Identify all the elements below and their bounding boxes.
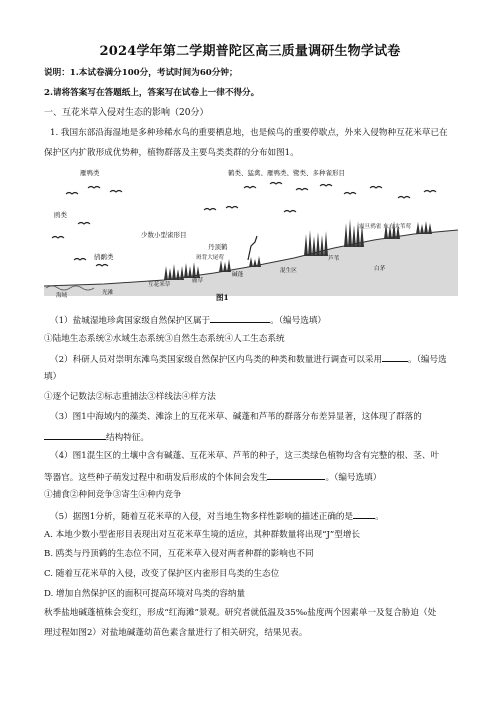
figure-1 — [44, 168, 458, 306]
sub4-line-2 — [44, 470, 464, 484]
sub3-line-1: （3）图1中海域内的藻类、滩涂上的互花米草、碱蓬和芦苇的群落分布差异显著，这体现了群落的 — [50, 412, 422, 422]
sub5-option-c: C. 随着互花米草的入侵，改变了保护区内雀形目鸟类的生态位 — [44, 569, 280, 579]
sub4-answer-blank[interactable] — [267, 470, 325, 480]
sub5-answer-blank[interactable] — [353, 509, 375, 519]
label-spartina: 互花米草 — [148, 282, 171, 288]
label-suaeda: 碱蓬 — [232, 272, 244, 278]
label-reed: 芦苇 — [328, 256, 340, 262]
sub4-text-end: 。（编号选填） — [325, 473, 382, 483]
label-red-crowned-crane: 丹顶鹤 — [208, 243, 228, 251]
sub5-text-end: 。 — [375, 512, 384, 522]
paragraph-line-2: 理过程如图2）对盐地碱蓬幼苗色素含量进行了相关研究，结果见表。 — [44, 628, 308, 638]
sub4-line-1: （4）图1混生区的土壤中含有碱蓬、互花米草、芦苇的种子，这三类绿色植物均含有完整的根、茎、叶 — [50, 451, 440, 461]
sub1-text: （1）盐城湿地珍禽国家级自然保护区属于 — [50, 316, 211, 326]
sub2-line — [50, 352, 470, 366]
sub2-text: （2）科研人员对崇明东滩鸟类国家级自然保护区内鸟类的种类和数量进行调查可以采用 — [50, 355, 383, 365]
note-line-2: 2.请将答案写在答题纸上，答案写在试卷上一律不得分。 — [44, 88, 260, 98]
figure-1-caption: 图1 — [216, 293, 229, 302]
sub1-line — [50, 313, 470, 327]
figure-1-drawing — [44, 168, 458, 306]
label-reed-parrotbill: 震旦鸦雀 东方大苇莺 — [359, 224, 412, 230]
label-reed-warbler: 斑背大尾莺 — [196, 255, 224, 261]
label-gulls: 鸥类 — [54, 211, 67, 219]
sub5-line — [50, 509, 470, 523]
label-sea-area: 海域 — [56, 293, 68, 299]
sub1-answer-blank[interactable] — [210, 313, 270, 323]
paragraph-line-1: 秋季盐地碱蓬植株会变红，形成“红海滩”景观。研究者就低温及35‰盐度两个因素单一及复合胁迫（处 — [44, 608, 437, 618]
sub5-text: （5）据图1分析，随着互花米草的入侵，对当地生物多样性影响的描述正确的是 — [50, 512, 354, 522]
sub4-options: ①捕食②种间竞争③寄生④种内竞争 — [44, 490, 182, 500]
sub1-options: ①陆地生态系统②水域生态系统③自然生态系统④人工生态系统 — [44, 334, 285, 344]
label-imperata: 白茅 — [374, 266, 386, 272]
sub3-answer-blank[interactable] — [44, 430, 106, 440]
sub3-line-2 — [44, 430, 464, 444]
sub5-option-a: A. 本地少数小型雀形目表现出对互花米草生境的适应，其种群数量将出现“J”型增长 — [44, 530, 361, 540]
sub5-option-b: B. 鸥类与丹顶鹤的生态位不同，互花米草入侵对两者种群的影响也不同 — [44, 549, 314, 559]
section-title: 一、互花米草入侵对生态的影响（20分） — [44, 108, 209, 118]
label-scirpus: 藨草 — [192, 278, 204, 284]
label-ducks: 雁鸭类 — [80, 169, 100, 177]
q1-intro-line-1: 1. 我国东部沿海湿地是多种珍稀水鸟的重要栖息地，也是候鸟的重要停歇点，外来入侵物种互花米草已在 — [50, 128, 448, 138]
sub4-text: 等器官。这些种子萌发过程中和萌发后形成的个体间会发生 — [44, 473, 268, 483]
label-mixed-zone: 混生区 — [280, 268, 297, 274]
sub2-options: ①逐个记数法②标志重捕法③样线法④样方法 — [44, 392, 216, 402]
sub1-text-end: 。（编号选填） — [270, 316, 327, 326]
label-shorebirds: 鸻鹬类 — [94, 253, 114, 261]
sub5-option-d: D. 增加自然保护区的面积可提高环境对鸟类的容纳量 — [44, 589, 246, 599]
crane-icon — [248, 236, 257, 260]
sub2-text-end: 。（编号选 — [408, 355, 447, 365]
sub2-line-2: 填） — [44, 372, 62, 382]
label-small-passerines: 少数小型雀形目 — [141, 231, 187, 239]
q1-intro-line-2: 保护区内扩散形成优势种，植物群落及主要鸟类类群的分布如图1。 — [44, 148, 299, 158]
label-herons-group: 鹤类、猛禽、雁鸭类、鹭类、多种雀形目 — [228, 169, 345, 177]
sub2-answer-blank[interactable] — [382, 352, 408, 362]
label-mudflat: 光滩 — [102, 290, 114, 296]
note-line-1: 说明：1.本试卷满分100分，考试时间为60分钟； — [44, 68, 238, 78]
sub3-text-end: 结构特征。 — [106, 433, 149, 443]
exam-title: 2024学年第二学期普陀区高三质量调研生物学试卷 — [99, 44, 401, 59]
